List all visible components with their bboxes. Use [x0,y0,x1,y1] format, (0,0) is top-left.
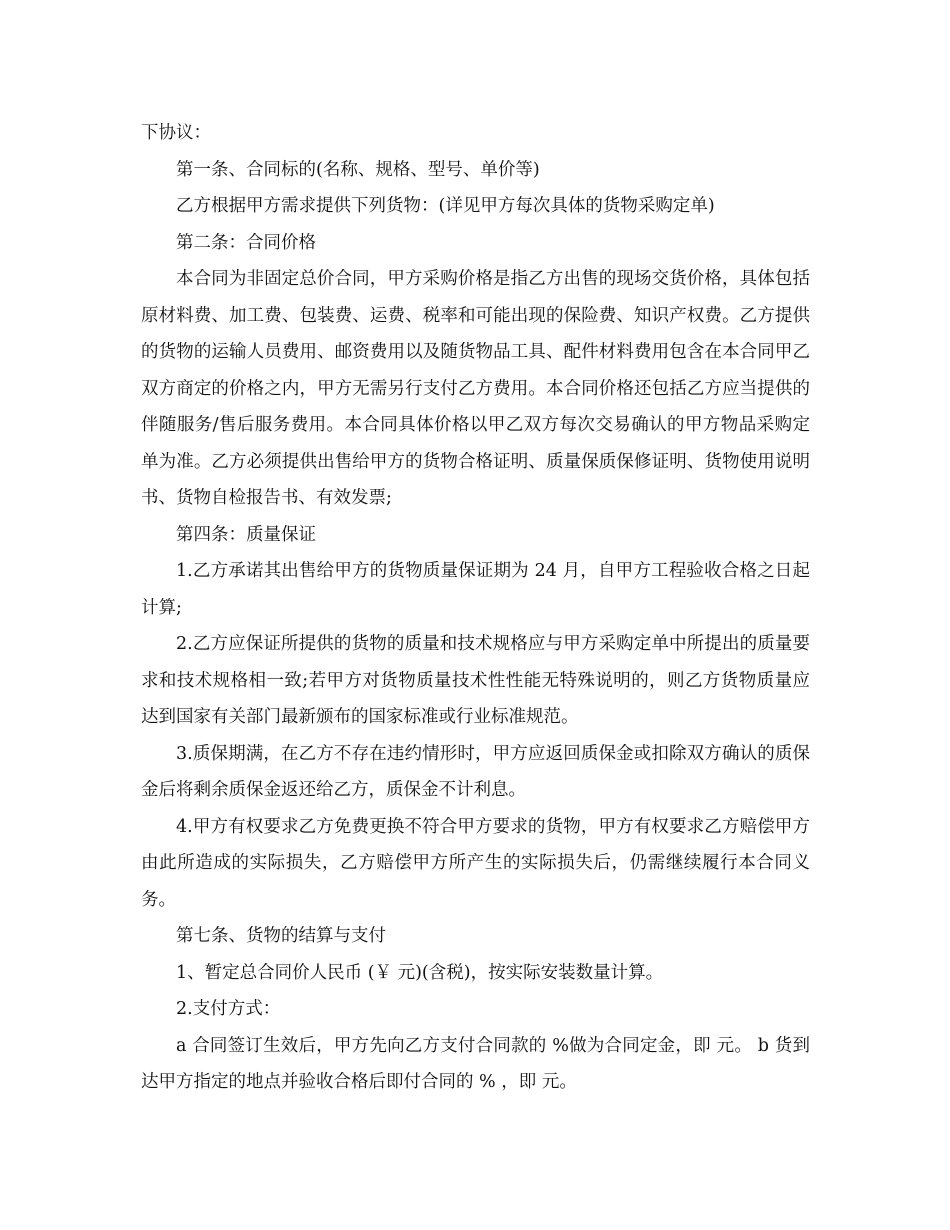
paragraph-agreement-intro: 下协议： [141,123,211,143]
article-4-item-1: 1.乙方承诺其出售给甲方的货物质量保证期为 24 月，自甲方工程验收合格之日起计算; [141,561,810,618]
article-2-body: 本合同为非固定总价合同，甲方采购价格是指乙方出售的现场交货价格，具体包括原材料费、加工费、包装费、运费、税率和可能出现的保险费、知识产权费。乙方提供的货物的运输人员费用、邮资费用以及随货物品工具、配件材料费用包含在本合同甲乙双方商定的价格之内，甲方无需另行支付乙方费用。本合同价格还包括乙方应当提供的伴随服务/售后服务费用。本合同具体价格以甲乙双方每次交易确认的甲方物品采购定单为准。乙方必须提供出售给甲方的货物合格证明、质量保质保修证明、货物使用说明书、货物自检报告书、有效发票; [141,269,810,508]
article-4-heading: 第四条：质量保证 [176,524,316,545]
article-1-body: 乙方根据甲方需求提供下列货物：(详见甲方每次具体的货物采购定单) [176,196,715,216]
article-7-heading: 第七条、货物的结算与支付 [176,926,386,946]
article-4-item-3: 3.质保期满，在乙方不存在违约情形时，甲方应返回质保金或扣除双方确认的质保金后将剩余质保金返还给乙方，质保金不计利息。 [141,743,810,800]
article-2-heading: 第二条：合同价格 [176,232,316,253]
article-1-heading: 第一条、合同标的(名称、规格、型号、单价等) [176,159,540,180]
article-7-item-1: 1、暂定总合同价人民币 (￥ 元)(含税)，按实际安装数量计算。 [176,962,664,983]
article-4-item-4: 4.甲方有权要求乙方免费更换不符合甲方要求的货物，甲方有权要求乙方赔偿甲方由此所造成的实际损失，乙方赔偿甲方所产生的实际损失后，仍需继续履行本合同义务。 [141,816,810,910]
article-7-item-2: 2.支付方式： [176,999,281,1019]
article-4-item-2: 2.乙方应保证所提供的货物的质量和技术规格应与甲方采购定单中所提出的质量要求和技术规格相一致;若甲方对货物质量技术性性能无特殊说明的，则乙方货物质量应达到国家有关部门最新颁布的国家标准或行业标准规范。 [141,634,810,727]
article-7-payment-terms: a 合同签订生效后，甲方先向乙方支付合同款的 %做为合同定金，即 元。 b 货到达甲方指定的地点并验收合格后即付合同的 % ，即 元。 [141,1035,810,1092]
